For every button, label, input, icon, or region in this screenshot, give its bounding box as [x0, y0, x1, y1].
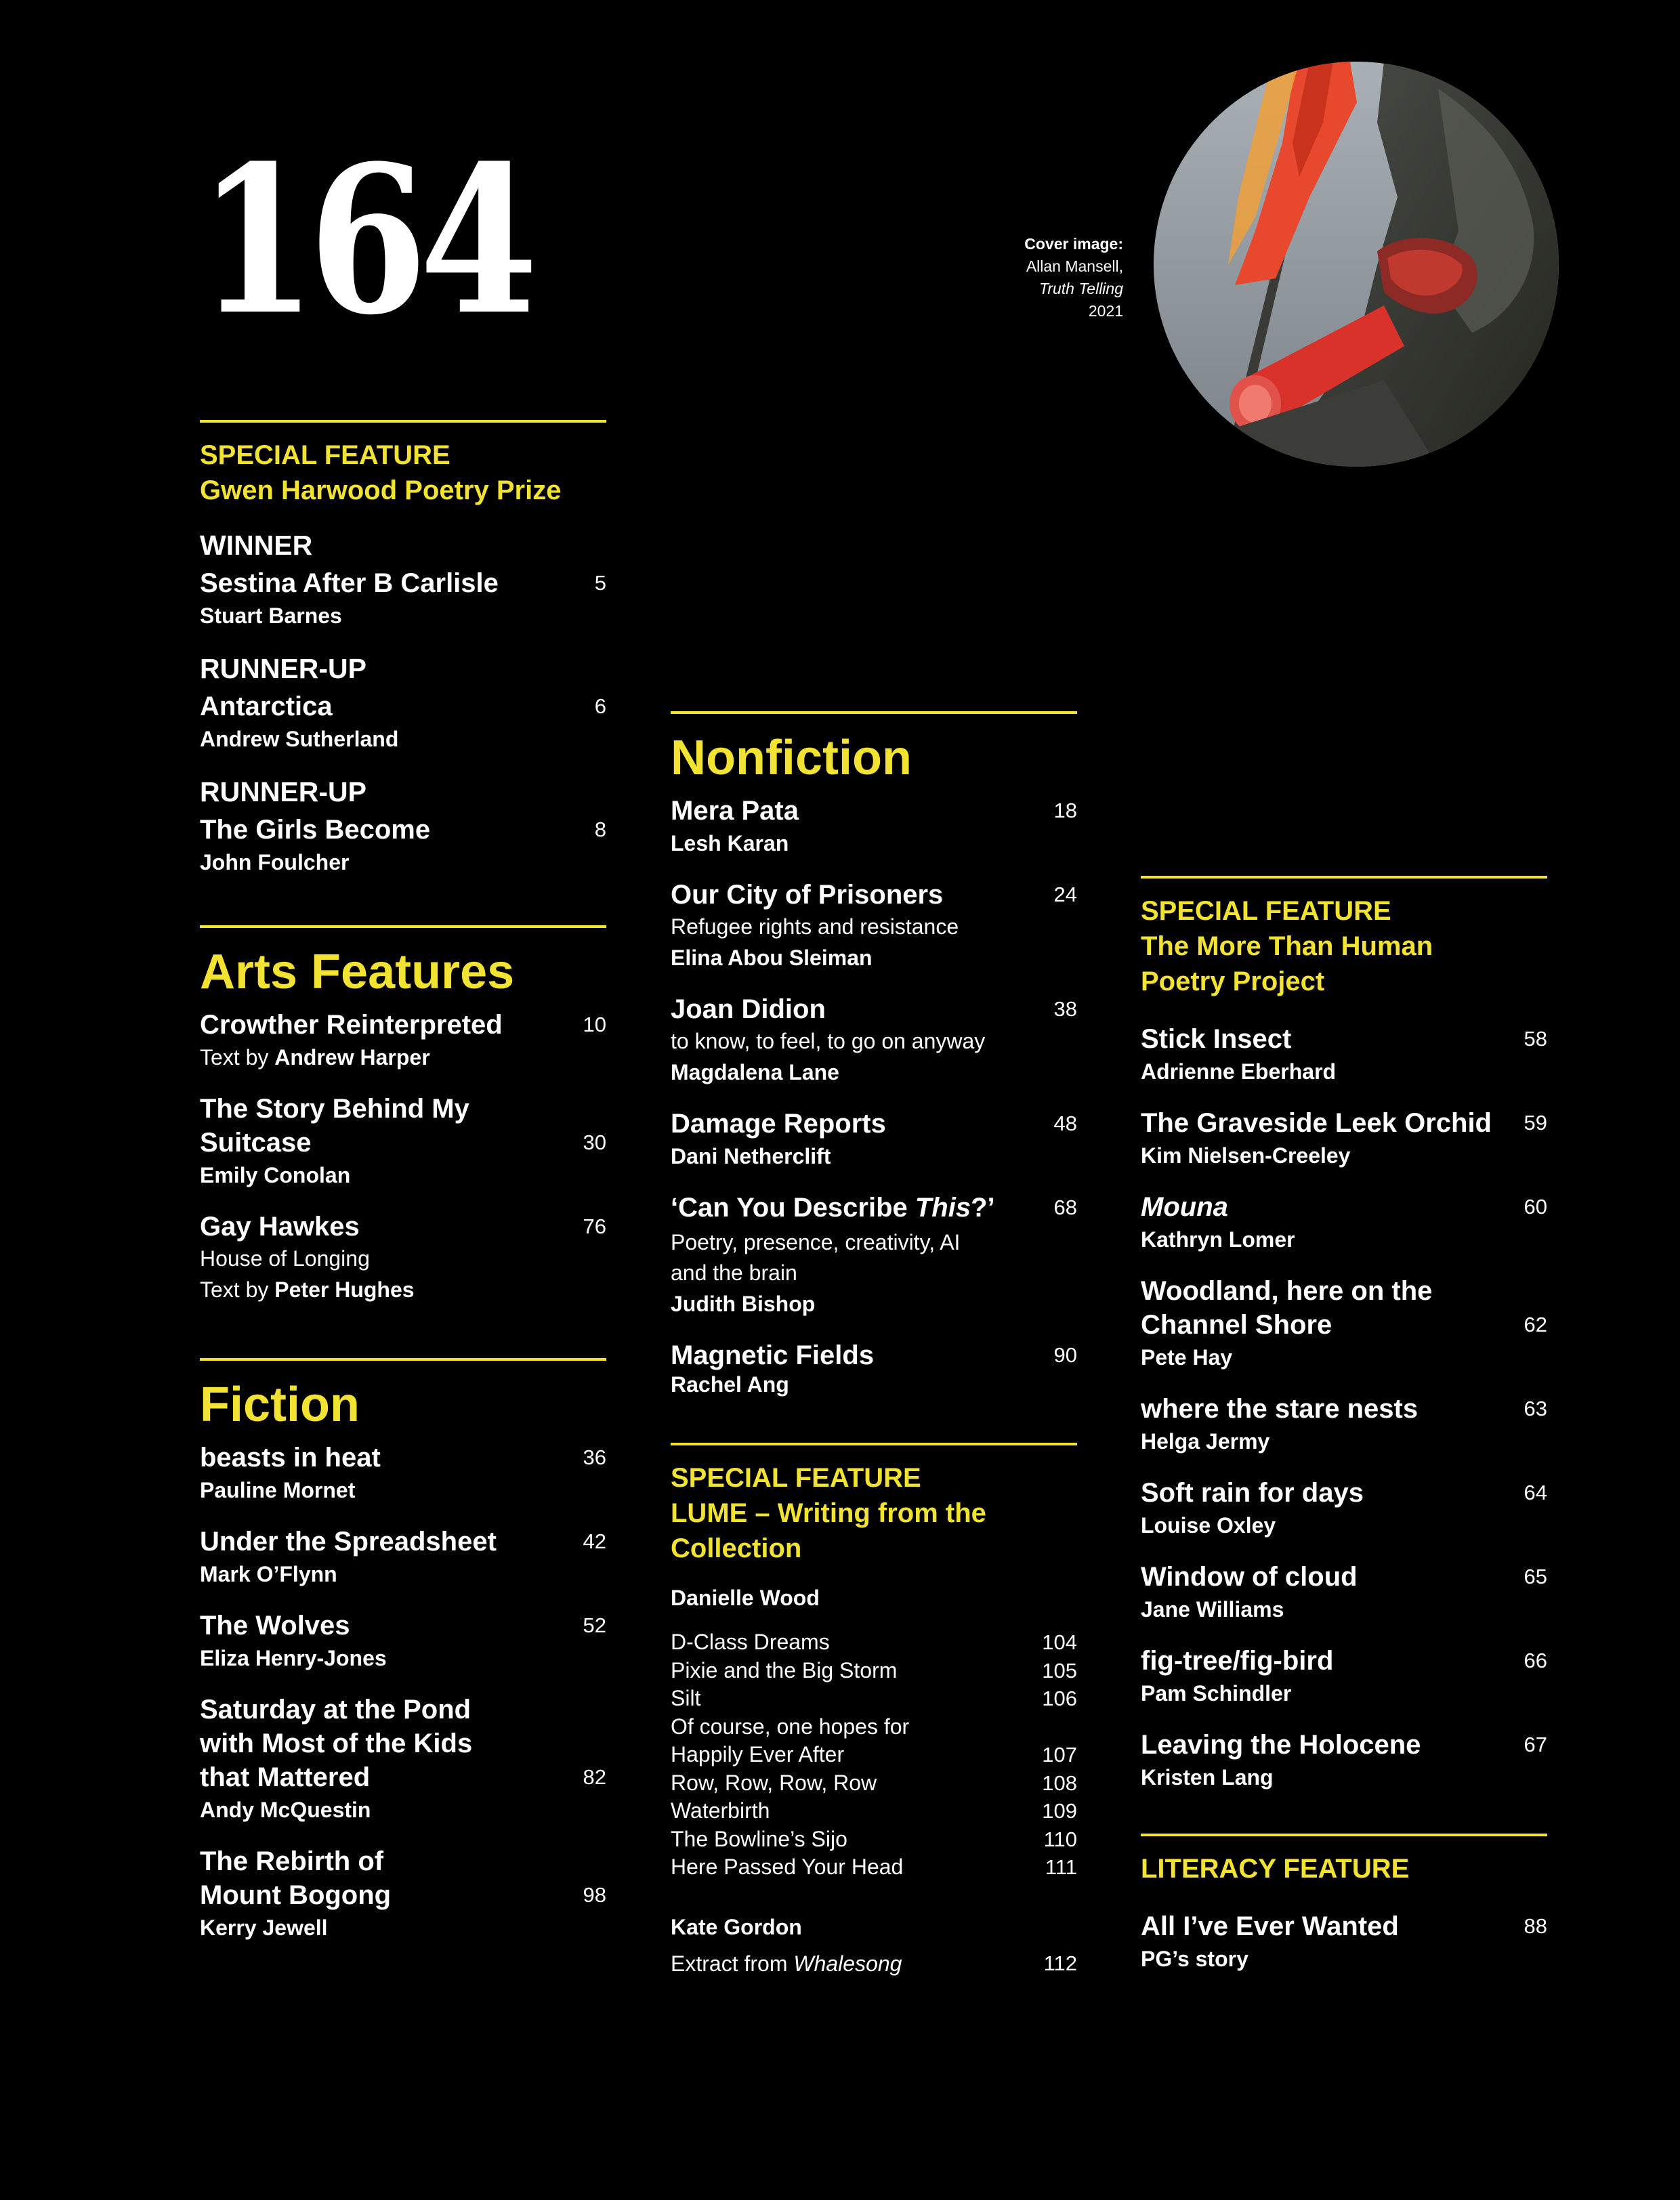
- entry-author: Emily Conolan: [200, 1163, 351, 1187]
- list-item[interactable]: [671, 1657, 1077, 1685]
- entry-author: Rachel Ang: [671, 1372, 789, 1397]
- author-prefix: Text by: [200, 1277, 275, 1302]
- page-number: 18: [1053, 799, 1077, 822]
- page-number: 64: [1524, 1481, 1547, 1504]
- toc-entry[interactable]: [671, 878, 1077, 973]
- entry-title: The Story Behind My Suitcase: [200, 1094, 469, 1158]
- entry-title: The Wolves: [200, 1611, 350, 1641]
- entry-author: Eliza Henry-Jones: [200, 1646, 387, 1670]
- entry-author: Kathryn Lomer: [1141, 1227, 1295, 1252]
- entry-title: Antarctica: [200, 692, 333, 721]
- page-number: 8: [594, 818, 606, 841]
- entry-title: fig-tree/fig-bird: [1141, 1646, 1334, 1676]
- prize-label: WINNER: [200, 530, 313, 561]
- toc-entry[interactable]: [1141, 1022, 1547, 1087]
- fiction-section: [200, 1358, 606, 1943]
- entry-title: Mouna: [1141, 1192, 1228, 1222]
- toc-entry[interactable]: [1141, 1392, 1547, 1457]
- list-item[interactable]: [671, 1628, 1077, 1657]
- entry-author: [200, 1274, 552, 1305]
- page-number: 42: [583, 1529, 606, 1553]
- list-item[interactable]: [671, 1769, 1077, 1798]
- entry-title: All I’ve Ever Wanted: [1141, 1911, 1399, 1941]
- entry-subtitle: to know, to feel, to go on anyway: [671, 1029, 986, 1053]
- page-number: 38: [1053, 997, 1077, 1021]
- toc-entry[interactable]: [200, 1525, 606, 1590]
- page-number: 110: [1043, 1827, 1077, 1851]
- toc-entry[interactable]: [1141, 1476, 1547, 1541]
- entry-title: Soft rain for days: [1141, 1478, 1364, 1508]
- page-number: 112: [1043, 1951, 1077, 1975]
- page-number: 111: [1045, 1855, 1077, 1879]
- author-name: Peter Hughes: [274, 1277, 415, 1302]
- entry-author: Mark O’Flynn: [200, 1562, 337, 1586]
- editor-name: Danielle Wood: [671, 1586, 820, 1610]
- entry-author: Pete Hay: [1141, 1345, 1233, 1370]
- page-number: 48: [1053, 1112, 1077, 1135]
- entry-author: Judith Bishop: [671, 1292, 816, 1316]
- page-number: 6: [594, 694, 606, 718]
- item-title: Waterbirth: [671, 1798, 770, 1823]
- list-item[interactable]: [671, 1825, 1077, 1854]
- entry-author: John Foulcher: [200, 850, 350, 874]
- entry-subtitle: House of Longing: [200, 1246, 370, 1271]
- page-number: 98: [583, 1883, 606, 1907]
- section-kicker: SPECIAL FEATURE: [200, 440, 450, 470]
- entry-author: Pam Schindler: [1141, 1681, 1292, 1706]
- entry-title: The Graveside Leek Orchid: [1141, 1108, 1492, 1138]
- item-title: Here Passed Your Head: [671, 1855, 904, 1879]
- entry-author: Louise Oxley: [1141, 1513, 1276, 1538]
- spacer: [200, 1305, 606, 1358]
- page-number: 24: [1053, 883, 1077, 906]
- toc-entry[interactable]: [200, 566, 606, 631]
- page-number: 36: [583, 1445, 606, 1469]
- entry-title: Window of cloud: [1141, 1562, 1358, 1592]
- entry-title: Saturday at the Pond with Most of the Kids that Mattered: [200, 1695, 473, 1792]
- section-title: Nonfiction: [671, 731, 912, 785]
- section-kicker: SPECIAL FEATURE: [671, 1463, 921, 1493]
- gwen-harwood-section: [200, 420, 606, 878]
- section-kicker: SPECIAL FEATURE: [1141, 896, 1391, 926]
- page-number: 109: [1042, 1799, 1077, 1823]
- page-number: 68: [1053, 1196, 1077, 1219]
- page-number: 104: [1042, 1630, 1077, 1654]
- entry-title: Stick Insect: [1141, 1024, 1292, 1054]
- toc-entry[interactable]: [200, 813, 606, 878]
- spacer: [1141, 1793, 1547, 1834]
- item-title: The Bowline’s Sijo: [671, 1826, 847, 1851]
- page-number: 60: [1524, 1195, 1547, 1219]
- entry-title: Magnetic Fields: [671, 1340, 875, 1370]
- prize-label: RUNNER-UP: [200, 653, 366, 684]
- toc-entry[interactable]: [671, 1338, 1077, 1397]
- list-item[interactable]: [671, 1713, 1077, 1741]
- toc-entry[interactable]: [200, 1210, 606, 1305]
- issue-number: 164: [198, 121, 530, 360]
- entry-author: Kim Nielsen-Creeley: [1141, 1143, 1351, 1168]
- page-number: 62: [1524, 1313, 1547, 1336]
- page-number: 107: [1042, 1743, 1077, 1767]
- nonfiction-section: [671, 711, 1077, 1397]
- more-than-human-section: [1141, 876, 1547, 1793]
- page-number: 108: [1042, 1771, 1077, 1795]
- cover-label: Cover image:: [1024, 235, 1123, 253]
- toc-entry[interactable]: [200, 1092, 606, 1191]
- entry-subtitle: Refugee rights and resistance: [671, 914, 959, 939]
- section-title: Arts Features: [200, 945, 515, 999]
- cover-artist: Allan Mansell,: [1026, 257, 1123, 275]
- toc-entry[interactable]: [200, 1441, 606, 1506]
- toc-entry[interactable]: [671, 794, 1077, 859]
- section-kicker: LITERACY FEATURE: [1141, 1854, 1410, 1884]
- entry-author: Helga Jermy: [1141, 1429, 1270, 1454]
- list-item[interactable]: [671, 1741, 1077, 1769]
- title-part: ‘Can You Describe: [671, 1193, 915, 1223]
- entry-author: Adrienne Eberhard: [1141, 1059, 1337, 1084]
- cover-year: 2021: [1088, 302, 1123, 320]
- entry-author: Jane Williams: [1141, 1597, 1284, 1622]
- item-title: Row, Row, Row, Row: [671, 1770, 877, 1795]
- item-title: Pixie and the Big Storm: [671, 1657, 898, 1683]
- item-title: Happily Ever After: [671, 1742, 845, 1767]
- entry-title: beasts in heat: [200, 1443, 381, 1473]
- toc-column-2: [671, 711, 1077, 1979]
- page-number: 76: [583, 1214, 606, 1238]
- entry-title: Under the Spreadsheet: [200, 1527, 497, 1557]
- page-number: 88: [1524, 1914, 1547, 1938]
- toc-entry[interactable]: [1141, 1728, 1547, 1793]
- item-title: Silt: [671, 1686, 701, 1710]
- page-number: 66: [1524, 1649, 1547, 1672]
- entry-title: Gay Hawkes: [200, 1212, 360, 1242]
- page-number: 65: [1524, 1565, 1547, 1588]
- entry-title: The Girls Become: [200, 815, 431, 845]
- toc-entry[interactable]: [671, 1191, 1077, 1319]
- toc-entry[interactable]: [1141, 1274, 1547, 1373]
- page-number: 5: [594, 571, 606, 595]
- list-item[interactable]: [671, 1948, 1077, 1979]
- title-part: ?’: [971, 1193, 995, 1223]
- page-number: 82: [583, 1765, 606, 1789]
- toc-entry[interactable]: [1141, 1106, 1547, 1171]
- toc-entry[interactable]: [671, 1107, 1077, 1172]
- toc-entry[interactable]: [1141, 1644, 1547, 1709]
- page-number: 10: [583, 1013, 606, 1036]
- entry-author: Kerry Jewell: [200, 1916, 328, 1940]
- toc-entry[interactable]: [1141, 1190, 1547, 1255]
- page-number: 106: [1042, 1687, 1077, 1710]
- entry-author: Magdalena Lane: [671, 1060, 839, 1084]
- editor-name: Kate Gordon: [671, 1914, 802, 1939]
- list-item[interactable]: [671, 1685, 1077, 1713]
- toc-column-1: [200, 420, 606, 1943]
- cover-caption: [906, 233, 1123, 322]
- cover-image: [1154, 62, 1559, 467]
- section-subtitle: LUME – Writing from the Collection: [671, 1498, 986, 1563]
- entry-subtitle: Poetry, presence, creativity, AI and the brain: [671, 1230, 961, 1285]
- entry-author: Lesh Karan: [671, 831, 789, 855]
- page-number: 30: [583, 1130, 606, 1154]
- section-subtitle: Gwen Harwood Poetry Prize: [200, 475, 562, 505]
- extract-prefix: Extract from: [671, 1951, 794, 1976]
- list-item[interactable]: [671, 1853, 1077, 1882]
- entry-title: Joan Didion: [671, 994, 826, 1024]
- entry-author: PG’s story: [1141, 1947, 1248, 1971]
- entry-title: [671, 1191, 1023, 1225]
- item-title: Of course, one hopes for: [671, 1714, 910, 1739]
- section-subtitle: The More Than Human Poetry Project: [1141, 931, 1433, 996]
- cover-title: Truth Telling: [1038, 280, 1123, 297]
- toc-entry[interactable]: [200, 1008, 606, 1073]
- toc-column-3: [1141, 876, 1547, 1974]
- page-number: 105: [1042, 1658, 1077, 1683]
- toc-entry[interactable]: [671, 992, 1077, 1088]
- toc-entry[interactable]: [200, 1609, 606, 1674]
- author-prefix: Text by: [200, 1045, 275, 1070]
- item-title: D-Class Dreams: [671, 1630, 830, 1654]
- extract-title: Whalesong: [793, 1951, 902, 1976]
- page-number: 52: [583, 1613, 606, 1637]
- entry-title: Woodland, here on the Channel Shore: [1141, 1276, 1433, 1340]
- entry-author: Andy McQuestin: [200, 1798, 371, 1822]
- arts-features-section: [200, 925, 606, 1305]
- lume-section: [671, 1443, 1077, 1979]
- cover-illustration: [1154, 62, 1559, 467]
- toc-entry[interactable]: [200, 1693, 606, 1825]
- spacer: [200, 878, 606, 925]
- page-number: 58: [1524, 1027, 1547, 1051]
- page-number: 63: [1524, 1397, 1547, 1420]
- entry-title: Mera Pata: [671, 796, 799, 826]
- entry-author: Stuart Barnes: [200, 604, 342, 628]
- entry-author: Dani Netherclift: [671, 1144, 831, 1168]
- section-title: Fiction: [200, 1378, 360, 1432]
- entry-author: Pauline Mornet: [200, 1478, 356, 1502]
- entry-title: Our City of Prisoners: [671, 880, 944, 910]
- entry-title: Leaving the Holocene: [1141, 1730, 1421, 1760]
- entry-author: [200, 1042, 552, 1073]
- lume-list: [671, 1628, 1077, 1882]
- entry-author: Elina Abou Sleiman: [671, 946, 873, 970]
- entry-author: Kristen Lang: [1141, 1765, 1274, 1790]
- page-number: 59: [1524, 1111, 1547, 1135]
- entry-title: Sestina After B Carlisle: [200, 568, 499, 598]
- entry-title: where the stare nests: [1141, 1394, 1419, 1424]
- toc-entry[interactable]: [1141, 1909, 1547, 1974]
- prize-label: RUNNER-UP: [200, 776, 366, 807]
- toc-entry[interactable]: [200, 690, 606, 755]
- page-number: 67: [1524, 1733, 1547, 1756]
- literacy-feature-section: [1141, 1834, 1547, 1974]
- entry-title: The Rebirth of Mount Bogong: [200, 1846, 392, 1910]
- toc-entry[interactable]: [200, 1844, 606, 1943]
- entry-author: Andrew Sutherland: [200, 727, 399, 751]
- author-name: Andrew Harper: [274, 1045, 430, 1070]
- entry-title: Damage Reports: [671, 1109, 886, 1139]
- spacer: [671, 1397, 1077, 1443]
- title-emphasis: This: [915, 1193, 971, 1223]
- list-item[interactable]: [671, 1797, 1077, 1825]
- page-number: 90: [1053, 1343, 1077, 1367]
- toc-entry[interactable]: [1141, 1560, 1547, 1625]
- entry-title: Crowther Reinterpreted: [200, 1010, 503, 1040]
